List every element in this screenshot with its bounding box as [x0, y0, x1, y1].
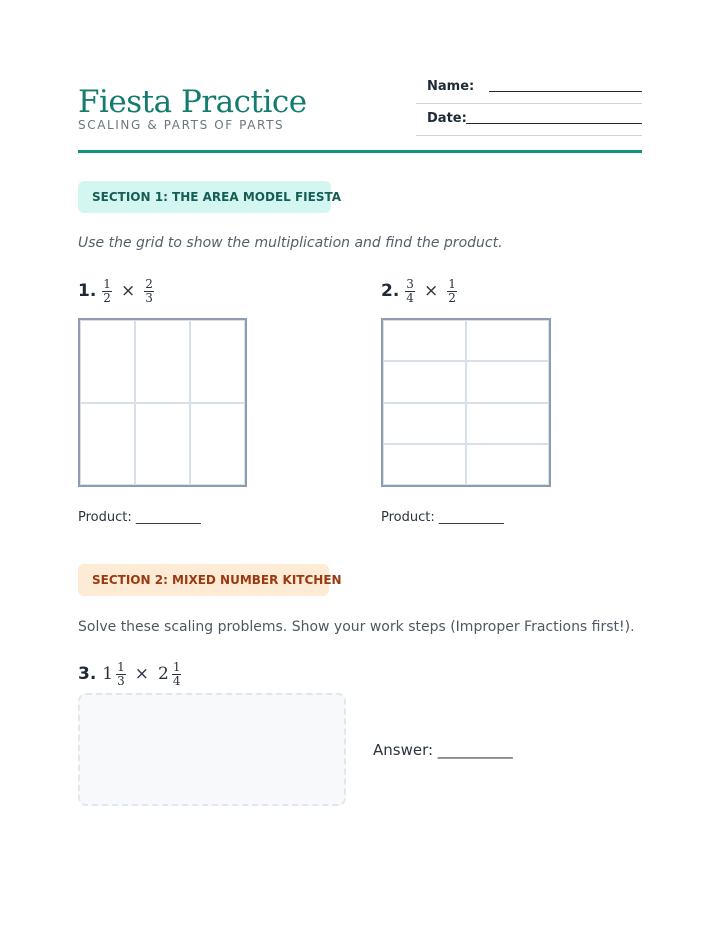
grid-cell[interactable] — [135, 403, 190, 486]
header-rule — [78, 150, 642, 153]
section-1-instruction: Use the grid to show the multiplication and find the product. — [78, 235, 503, 251]
product-1-field[interactable]: Product: __________ — [78, 510, 201, 525]
grid-cell[interactable] — [466, 403, 549, 444]
whole-number: 2 — [158, 664, 169, 684]
grid-cell[interactable] — [190, 320, 245, 403]
problem-1-heading — [78, 274, 154, 308]
denominator: 4 — [172, 673, 181, 688]
grid-cell[interactable] — [466, 320, 549, 361]
problem-1-number: 1. — [78, 281, 97, 301]
grid-cell[interactable] — [466, 444, 549, 485]
denominator: 2 — [448, 290, 456, 305]
denominator: 2 — [103, 290, 111, 305]
answer-field[interactable]: Answer: __________ — [373, 741, 513, 759]
grid-cell[interactable] — [135, 320, 190, 403]
section-2-badge: SECTION 2: MIXED NUMBER KITCHEN — [78, 564, 329, 596]
problem-3-heading — [78, 657, 181, 691]
fraction-b — [172, 661, 182, 688]
fraction-b — [144, 278, 154, 305]
fraction-a — [102, 278, 112, 305]
work-area[interactable] — [78, 693, 346, 806]
grid-cell[interactable] — [383, 320, 466, 361]
whole-number: 1 — [102, 664, 114, 684]
area-model-grid-2[interactable] — [381, 318, 551, 487]
date-field[interactable] — [416, 109, 642, 136]
date-label: Date: — [427, 111, 467, 126]
times-sign: × — [134, 664, 150, 684]
fraction-a — [116, 661, 126, 688]
name-line[interactable] — [489, 91, 642, 92]
denominator: 3 — [145, 290, 153, 305]
grid-cell[interactable] — [80, 403, 135, 486]
date-line[interactable] — [466, 123, 642, 124]
grid-cell[interactable] — [383, 361, 466, 402]
grid-cell[interactable] — [80, 320, 135, 403]
numerator: 3 — [406, 276, 414, 291]
section-2-instruction: Solve these scaling problems. Show your work steps (Improper Fractions first!). — [78, 619, 635, 635]
numerator: 1 — [103, 276, 111, 291]
times-sign: × — [120, 281, 136, 301]
grid-cell[interactable] — [383, 444, 466, 485]
section-1-badge: SECTION 1: THE AREA MODEL FIESTA — [78, 181, 331, 213]
problem-2-number: 2. — [381, 281, 400, 301]
name-label: Name: — [427, 79, 475, 94]
page-title: Fiesta Practice — [78, 84, 307, 120]
numerator: 1 — [117, 659, 125, 674]
numerator: 2 — [145, 276, 153, 291]
denominator: 3 — [117, 673, 125, 688]
area-model-grid-1[interactable] — [78, 318, 247, 487]
problem-2-heading — [381, 274, 457, 308]
name-field[interactable] — [416, 77, 642, 104]
page-subtitle: SCALING & PARTS OF PARTS — [78, 118, 285, 132]
problem-3-number: 3. — [78, 664, 97, 684]
product-2-field[interactable]: Product: __________ — [381, 510, 504, 525]
grid-cell[interactable] — [466, 361, 549, 402]
denominator: 4 — [406, 290, 414, 305]
times-sign: × — [423, 281, 439, 301]
numerator: 1 — [448, 276, 456, 291]
fraction-a — [405, 278, 415, 305]
fraction-b — [447, 278, 457, 305]
grid-cell[interactable] — [190, 403, 245, 486]
numerator: 1 — [172, 659, 181, 674]
grid-cell[interactable] — [383, 403, 466, 444]
